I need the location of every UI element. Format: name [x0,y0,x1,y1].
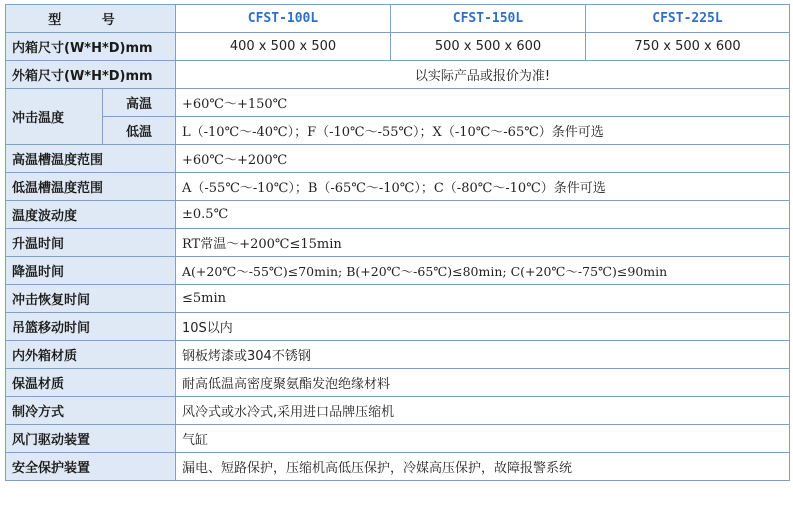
row-label: 高温槽温度范围 [6,145,176,173]
inner-size-150l: 500 x 500 x 600 [391,33,586,61]
table-row [6,285,790,313]
row-value: RT常温～+200℃≤15min [176,229,790,257]
table-row [6,341,790,369]
inner-size-100l: 400 x 500 x 500 [176,33,391,61]
table-row-header [6,5,790,33]
spec-sheet [5,4,789,481]
row-label: 风门驱动装置 [6,425,176,453]
row-value: ±0.5℃ [176,201,790,229]
table-row-impact-high [6,89,790,117]
row-label: 保温材质 [6,369,176,397]
spec-table [5,4,790,481]
table-row-outer-size [6,61,790,89]
outer-size-label: 外箱尺寸(W*H*D)mm [6,61,176,89]
row-label: 冲击恢复时间 [6,285,176,313]
impact-low-label: 低温 [103,117,176,145]
impact-low-value: L（-10℃～-40℃）；F（-10℃～-55℃）；X（-10℃～-65℃）条件可选 [176,117,790,145]
row-label: 温度波动度 [6,201,176,229]
row-value: 气缸 [176,425,790,453]
table-row-inner-size [6,33,790,61]
row-value: A(+20℃～-55℃)≤70min; B(+20℃～-65℃)≤80min; C(+20℃～-75℃)≤90min [176,257,790,285]
table-row [6,425,790,453]
row-value: 钢板烤漆或304不锈钢 [176,341,790,369]
inner-size-label: 内箱尺寸(W*H*D)mm [6,33,176,61]
row-label: 吊篮移动时间 [6,313,176,341]
row-value: ≤5min [176,285,790,313]
table-row [6,145,790,173]
row-label: 升温时间 [6,229,176,257]
model-cfst-150l: CFST-150L [391,5,586,33]
table-row [6,453,790,481]
table-row [6,257,790,285]
row-value: 耐高低温高密度聚氨酯发泡绝缘材料 [176,369,790,397]
row-label: 制冷方式 [6,397,176,425]
table-row [6,229,790,257]
table-row [6,313,790,341]
model-header-label: 型 号 [6,5,176,33]
table-row [6,369,790,397]
table-row [6,201,790,229]
inner-size-225l: 750 x 500 x 600 [586,33,790,61]
impact-high-label: 高温 [103,89,176,117]
table-row [6,173,790,201]
row-value: 10S以内 [176,313,790,341]
row-value: 风冷式或水冷式,采用进口品牌压缩机 [176,397,790,425]
impact-high-value: +60℃～+150℃ [176,89,790,117]
row-label: 低温槽温度范围 [6,173,176,201]
model-cfst-225l: CFST-225L [586,5,790,33]
impact-temp-label: 冲击温度 [6,89,103,145]
outer-size-value: 以实际产品或报价为准! [176,61,790,89]
row-label: 安全保护装置 [6,453,176,481]
row-value: +60℃～+200℃ [176,145,790,173]
model-cfst-100l: CFST-100L [176,5,391,33]
row-value: 漏电、短路保护，压缩机高低压保护，冷媒高压保护，故障报警系统 [176,453,790,481]
table-row-impact-low [6,117,790,145]
table-row [6,397,790,425]
row-label: 内外箱材质 [6,341,176,369]
row-label: 降温时间 [6,257,176,285]
row-value: A（-55℃～-10℃）；B（-65℃～-10℃）；C（-80℃～-10℃）条件可选 [176,173,790,201]
